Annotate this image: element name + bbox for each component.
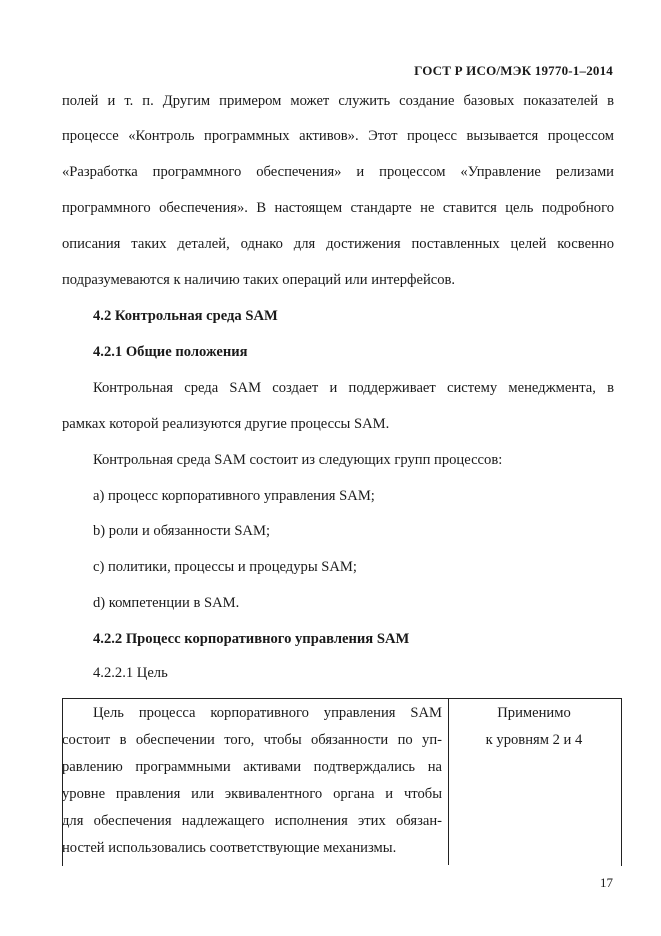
- section-heading-4-2-1: 4.2.1 Общие положения: [93, 344, 248, 360]
- table-cell-line: равлению программными активами подтверждались на: [62, 759, 442, 775]
- paragraph-line: полей и т. п. Другим примером может служить создание базовых показателей в: [62, 93, 614, 109]
- subsection-heading-4-2-2-1: 4.2.2.1 Цель: [93, 665, 168, 681]
- paragraph-line: «Разработка программного обеспечения» и процессом «Управление релизами: [62, 164, 614, 180]
- section-heading-4-2-2: 4.2.2 Процесс корпоративного управления SAM: [93, 631, 410, 647]
- section-heading-4-2: 4.2 Контрольная среда SAM: [93, 308, 278, 324]
- paragraph-line: процессе «Контроль программных активов». Этот процесс вызывается процессом: [62, 128, 614, 144]
- list-item: d) компетенции в SAM.: [93, 595, 240, 611]
- list-intro: Контрольная среда SAM состоит из следующих групп процессов:: [93, 452, 503, 468]
- applicability-line: к уровням 2 и 4: [485, 732, 583, 748]
- paragraph-line: подразумеваются к наличию таких операций или интерфейсов.: [62, 272, 456, 288]
- paragraph-line: программного обеспечения». В настоящем стандарте не ставится цель подробного: [62, 200, 614, 216]
- list-item: c) политики, процессы и процедуры SAM;: [93, 559, 357, 575]
- applicability-line: Применимо: [497, 705, 571, 721]
- table-cell-line: уровне правления или эквивалентного органа и чтобы: [62, 786, 442, 802]
- paragraph-line: описания таких деталей, однако для достижения поставленных целей косвенно: [62, 236, 614, 252]
- page-number: 17: [600, 875, 613, 890]
- table-column-divider: [448, 698, 449, 865]
- table-cell-line: состоит в обеспечении того, чтобы обязанности по уп-: [62, 732, 442, 748]
- table-cell-line: Цель процесса корпоративного управления SAM: [93, 705, 442, 721]
- list-item: b) роли и обязанности SAM;: [93, 523, 270, 539]
- document-header: ГОСТ Р ИСО/МЭК 19770-1–2014: [414, 63, 613, 78]
- list-item: a) процесс корпоративного управления SAM;: [93, 488, 375, 504]
- paragraph-line: рамках которой реализуются другие процессы SAM.: [62, 416, 390, 432]
- paragraph-line: Контрольная среда SAM создает и поддерживает систему менеджмента, в: [93, 380, 614, 396]
- table-cell-line: для обеспечения надлежащего исполнения этих обязан-: [62, 813, 442, 829]
- table-cell-line: ностей использовались соответствующие механизмы.: [62, 840, 397, 856]
